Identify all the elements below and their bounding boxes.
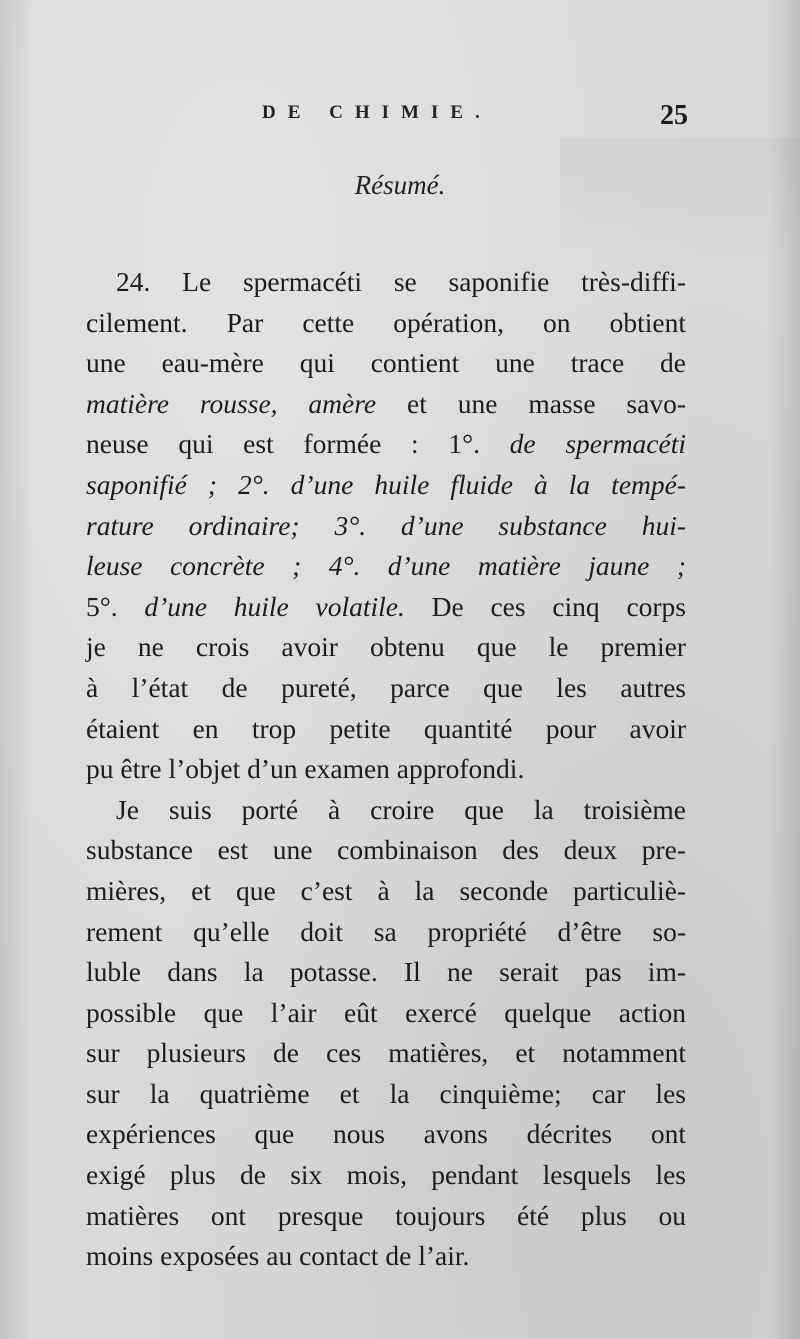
text-line xyxy=(86,709,686,750)
text-line xyxy=(86,424,686,465)
text-line xyxy=(86,790,686,831)
text-line xyxy=(86,303,686,344)
text-run: moins exposées au contact de l’air. xyxy=(86,1240,470,1272)
text-line xyxy=(86,749,686,790)
paragraph xyxy=(86,262,686,790)
text-line xyxy=(86,1033,686,1074)
text-run: sur plusieurs de ces matières, et notamment xyxy=(86,1037,686,1069)
text-line xyxy=(86,506,686,547)
text-run: expériences que nous avons décrites ont xyxy=(86,1118,686,1150)
text-run: De ces cinq corps xyxy=(404,590,687,622)
italic-run: d’une huile volatile. xyxy=(144,590,405,622)
text-line xyxy=(86,262,686,303)
text-line xyxy=(86,384,686,425)
section-title: Résumé. xyxy=(354,170,446,200)
text-line xyxy=(86,668,686,709)
text-run: 24. Le spermacéti se saponifie très-diffi- xyxy=(116,266,686,297)
running-head xyxy=(0,100,800,134)
text-run: possible que l’air eût exercé quelque action xyxy=(86,996,686,1028)
italic-run: de spermacéti xyxy=(509,428,686,460)
text-run: neuse qui est formée : 1°. xyxy=(86,428,510,460)
text-run: substance est une combinaison des deux pre- xyxy=(86,834,686,866)
text-run: rement qu’elle doit sa propriété d’être so- xyxy=(86,915,686,947)
text-run: exigé plus de six mois, pendant lesquels les xyxy=(86,1159,686,1191)
text-run: matières ont presque toujours été plus ou xyxy=(86,1199,686,1231)
running-title: DE CHIMIE. xyxy=(262,102,492,123)
paragraph xyxy=(86,790,686,1277)
italic-run: matière rousse, amère xyxy=(86,387,377,419)
text-run: une eau-mère qui contient une trace de xyxy=(86,347,686,379)
text-line xyxy=(86,830,686,871)
text-run: et une masse savo- xyxy=(376,387,686,419)
text-line xyxy=(86,1236,686,1277)
text-line xyxy=(86,1155,686,1196)
text-line xyxy=(86,1196,686,1237)
text-line xyxy=(86,871,686,912)
text-run: cilement. Par cette opération, on obtient xyxy=(86,306,686,338)
text-run: pu être l’objet d’un examen approfondi. xyxy=(86,753,525,785)
text-line xyxy=(86,993,686,1034)
text-run: à l’état de pureté, parce que les autres xyxy=(86,671,686,703)
body-text xyxy=(86,262,686,1277)
italic-run: saponifié ; 2°. d’une huile fluide à la tempé- xyxy=(86,468,686,500)
text-line xyxy=(86,465,686,506)
text-line xyxy=(86,952,686,993)
text-run: luble dans la potasse. Il ne serait pas im- xyxy=(86,956,686,988)
text-run: je ne crois avoir obtenu que le premier xyxy=(86,631,686,663)
text-line xyxy=(86,627,686,668)
text-line xyxy=(86,912,686,953)
text-line xyxy=(86,1074,686,1115)
text-line xyxy=(86,343,686,384)
text-line xyxy=(86,587,686,628)
text-line xyxy=(86,546,686,587)
text-line xyxy=(86,1114,686,1155)
text-run: sur la quatrième et la cinquième; car les xyxy=(86,1077,686,1109)
text-run: mières, et que c’est à la seconde particuliè- xyxy=(86,874,686,906)
italic-run: leuse concrète ; 4°. d’une matière jaune ; xyxy=(86,550,686,582)
text-run: Je suis porté à croire que la troisième xyxy=(116,793,686,825)
text-run: 5°. xyxy=(86,590,145,622)
text-run: étaient en trop petite quantité pour avoir xyxy=(86,712,686,744)
italic-run: rature ordinaire; 3°. d’une substance hui- xyxy=(86,509,686,541)
page-number: 25 xyxy=(660,100,688,131)
